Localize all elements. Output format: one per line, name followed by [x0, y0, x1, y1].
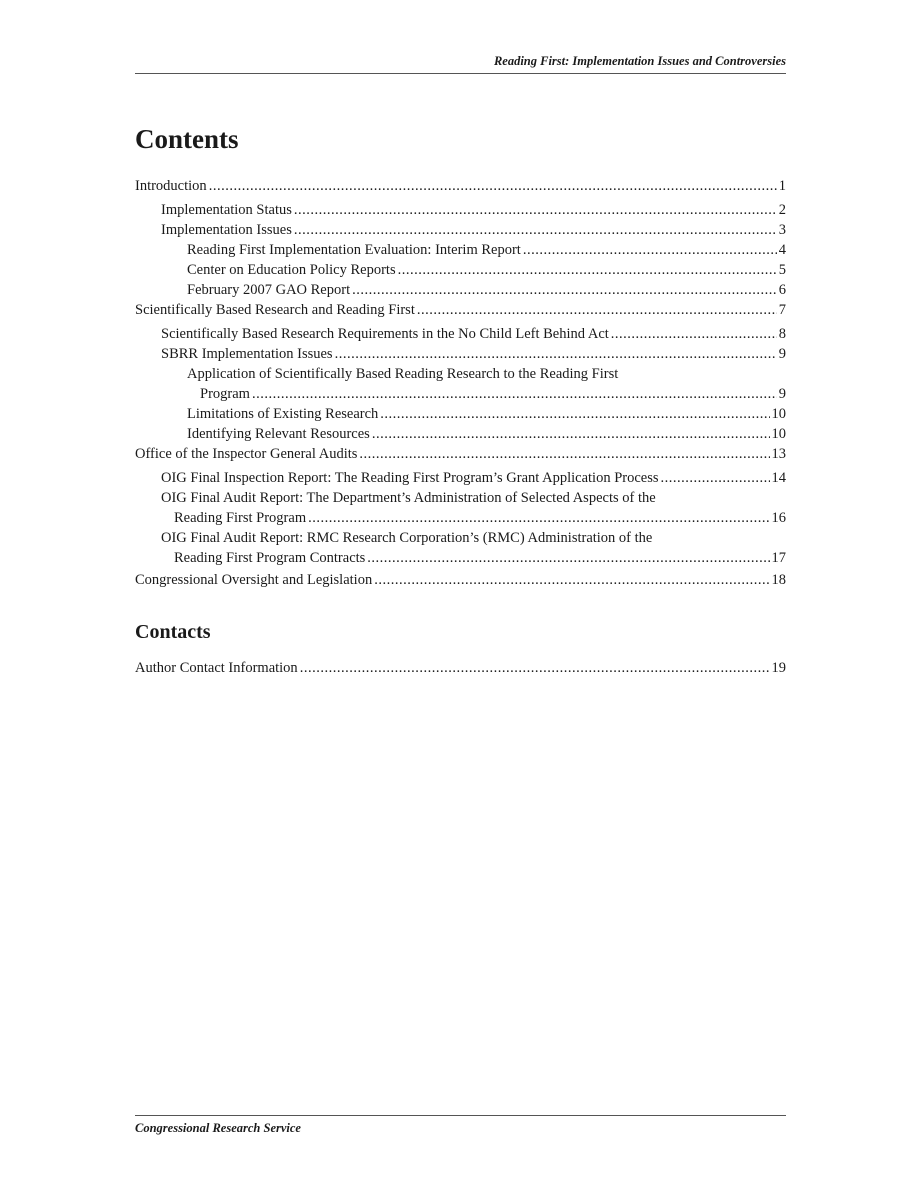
toc-entry-oig-department-audit[interactable]	[135, 488, 786, 528]
dot-leader	[367, 548, 769, 568]
toc-entry-page: 16	[771, 510, 786, 526]
toc-entry-title: Congressional Oversight and Legislation	[135, 572, 373, 588]
running-footer: Congressional Research Service	[135, 1115, 786, 1136]
toc-entry-page: 4	[778, 242, 786, 258]
toc-entry-title: Scientifically Based Research and Reading First	[135, 302, 415, 318]
toc-entry-title-continued: Reading First Program	[174, 510, 307, 526]
toc-entry-gao-report[interactable]	[135, 280, 786, 300]
toc-entry-page: 8	[778, 326, 786, 342]
toc-entry-title: Identifying Relevant Resources	[187, 426, 370, 442]
toc-entry-page: 17	[771, 550, 786, 566]
toc-entry-interim-report[interactable]	[135, 240, 786, 260]
toc-entry-page: 10	[771, 406, 786, 422]
toc-entry-title: OIG Final Audit Report: The Department’s Administration of Selected Aspects of the	[161, 490, 656, 506]
toc-entry-sbrr-issues[interactable]	[135, 344, 786, 364]
dot-leader	[300, 658, 770, 678]
dot-leader	[294, 200, 777, 220]
toc-entry-implementation-status[interactable]	[135, 200, 786, 220]
toc-entry-title-continued: Reading First Program Contracts	[174, 550, 366, 566]
toc-entry-page: 2	[778, 202, 786, 218]
toc-entry-cep-reports[interactable]	[135, 260, 786, 280]
dot-leader	[308, 508, 769, 528]
toc-entry-page: 19	[771, 660, 786, 676]
toc-entry-title: Limitations of Existing Research	[187, 406, 379, 422]
dot-leader	[352, 280, 777, 300]
contents-heading: Contents	[135, 124, 239, 154]
contacts-list	[135, 658, 786, 678]
dot-leader	[209, 176, 777, 196]
toc-entry-title: Center on Education Policy Reports	[187, 262, 396, 278]
toc-entry-page: 9	[778, 386, 786, 402]
toc-entry-title: Implementation Issues	[161, 222, 292, 238]
toc-entry-page: 6	[778, 282, 786, 298]
toc-entry-title: SBRR Implementation Issues	[161, 346, 333, 362]
dot-leader	[294, 220, 777, 240]
toc-entry-congressional-oversight[interactable]	[135, 570, 786, 590]
toc-entry-page: 9	[778, 346, 786, 362]
toc-entry-sbr-requirements[interactable]	[135, 324, 786, 344]
toc-entry-title: Office of the Inspector General Audits	[135, 446, 358, 462]
toc-entry-page: 5	[778, 262, 786, 278]
dot-leader	[661, 468, 770, 488]
toc-entry-title: Implementation Status	[161, 202, 292, 218]
toc-entry-oig-rmc-audit[interactable]	[135, 528, 786, 568]
toc-entry-page: 13	[771, 446, 786, 462]
toc-entry-title: Author Contact Information	[135, 660, 298, 676]
toc-entry-author-contact[interactable]	[135, 658, 786, 678]
toc-entry-introduction[interactable]	[135, 176, 786, 196]
toc-entry-title-continued: Program	[200, 386, 250, 402]
toc-entry-sbr-reading-first[interactable]	[135, 300, 786, 320]
toc-entry-title: Introduction	[135, 178, 207, 194]
toc-entry-title: OIG Final Audit Report: RMC Research Corporation’s (RMC) Administration of the	[161, 530, 653, 546]
dot-leader	[523, 240, 777, 260]
toc-entry-implementation-issues[interactable]	[135, 220, 786, 240]
contacts-heading: Contacts	[135, 621, 211, 643]
toc-entry-title: February 2007 GAO Report	[187, 282, 351, 298]
toc-entry-page: 7	[778, 302, 786, 318]
dot-leader	[252, 384, 777, 404]
toc-entry-oig-audits[interactable]	[135, 444, 786, 464]
toc-entry-oig-inspection[interactable]	[135, 468, 786, 488]
dot-leader	[374, 570, 769, 590]
toc-entry-relevant-resources[interactable]	[135, 424, 786, 444]
table-of-contents	[135, 176, 786, 590]
toc-entry-title: OIG Final Inspection Report: The Reading First Program’s Grant Application Process	[161, 470, 659, 486]
toc-entry-title: Scientifically Based Research Requirements in the No Child Left Behind Act	[161, 326, 609, 342]
dot-leader	[380, 404, 769, 424]
running-header: Reading First: Implementation Issues and Controversies	[135, 54, 786, 74]
dot-leader	[611, 324, 777, 344]
dot-leader	[359, 444, 769, 464]
toc-entry-page: 18	[771, 572, 786, 588]
toc-entry-limitations[interactable]	[135, 404, 786, 424]
toc-entry-page: 10	[771, 426, 786, 442]
toc-entry-page: 14	[771, 470, 786, 486]
dot-leader	[398, 260, 777, 280]
toc-entry-page: 3	[778, 222, 786, 238]
dot-leader	[417, 300, 777, 320]
toc-entry-title: Reading First Implementation Evaluation: Interim Report	[187, 242, 521, 258]
toc-entry-title: Application of Scientifically Based Reading Research to the Reading First	[187, 366, 619, 382]
toc-entry-page: 1	[778, 178, 786, 194]
dot-leader	[372, 424, 770, 444]
toc-entry-sbrr-application[interactable]	[135, 364, 786, 404]
dot-leader	[335, 344, 777, 364]
